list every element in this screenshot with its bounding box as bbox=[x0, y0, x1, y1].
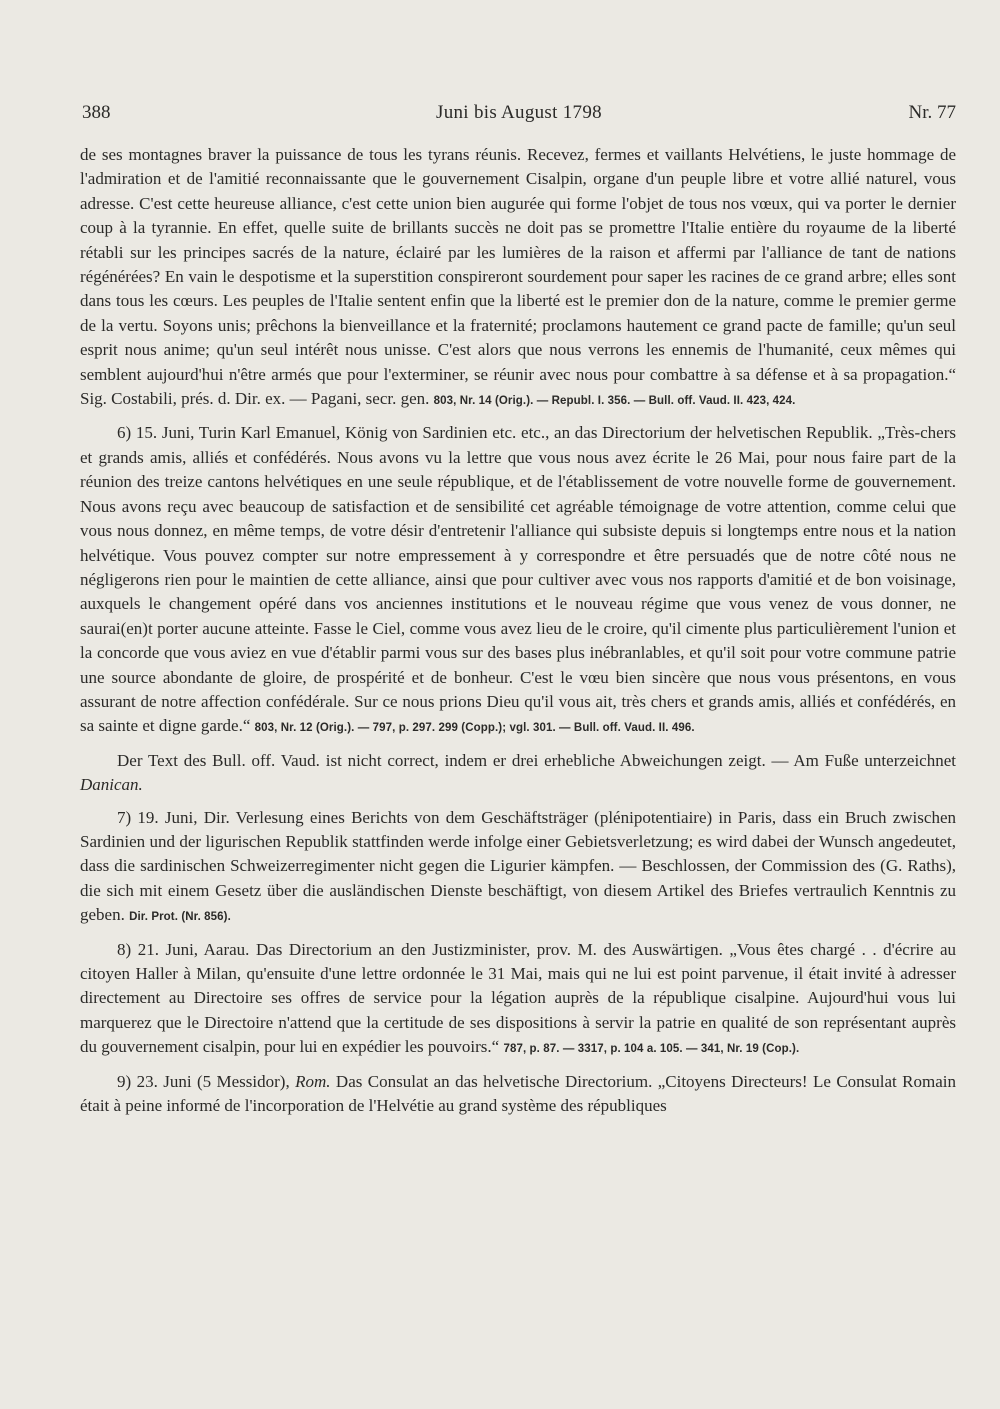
paragraph-4-text: 7) 19. Juni, Dir. Verlesung eines Berichts von dem Geschäftsträger (plénipotentiaire) in Paris, dass ein Bruch zwischen Sardinien und der ligurischen Republik stattfinden werde infolge einer Gebietsverletzung; es wird dabei der Wunsch angedeutet, dass die sardinischen Schweizerregimenter nicht gegen die Ligurier kämpfen. — Beschlossen, der Commission des (G. Raths), die sich mit einem Gesetz über die ausländischen Dienste beschäftigt, von diesem Artikel des Briefes vertraulich Kenntnis zu geben. bbox=[80, 807, 956, 925]
paragraph-6-lead: 9) 23. Juni (5 Messidor), bbox=[117, 1071, 296, 1091]
paragraph-2-reference: 803, Nr. 12 (Orig.). — 797, p. 297. 299 (Copp.); vgl. 301. — Bull. off. Vaud. II. 496. bbox=[254, 722, 695, 735]
entry-number: Nr. 77 bbox=[908, 102, 956, 123]
paragraph-1-text: de ses montagnes braver la puissance de tous les tyrans réunis. Recevez, fermes et vaillants Helvétiens, le juste hommage de l'admiration et de l'amitié reconnaissante que le gouvernement Cisalpin, organe d'un peuple libre et votre allié naturel, vous adresse. C'est cette heureuse alliance, c'est cette union bien augurée qui forme l'objet de tous nos vœux, qui va porter le dernier coup à la tyrannie. En effet, quelle suite de brillants succès ne doit pas se promettre l'Italie entière du royaume de la liberté rétabli sur les principes sacrés de la nature, éclairé par les lumières de la raison et affermi par l'alliance de tant de nations régénérées? En vain le despotisme et la superstition conspireront sourdement pour saper les racines de ce grand arbre; elles sont dans tous les cœurs. Les peuples de l'Italie sentent enfin que la liberté est le premier don de la nature, comme le premier germe de la vertu. Soyons unis; prêchons la bienveillance et la fraternité; proclamons hautement ce grand pacte de famille; qu'un seul esprit nous anime; qu'un seul intérêt nous unisse. C'est alors que nous verrons les ennemis de l'humanité, ceux mêmes qui semblent aujourd'hui n'être armés que pour l'exterminer, se réunir avec nous pour combattre à sa défense et à sa propagation.“ Sig. Costabili, prés. d. Dir. ex. — Pagani, secr. gen. bbox=[80, 145, 956, 409]
paragraph-6 bbox=[80, 1070, 956, 1119]
paragraph-2-text: 6) 15. Juni, Turin Karl Emanuel, König von Sardinien etc. etc., an das Directorium der helvetischen Republik. „Très-chers et grands amis, alliés et confédérés. Nous avons vu la lettre que vous nous avez écrite le 26 Mai, pour nous faire part de la réunion des treize cantons helvétiques en une seule république, et de l'établissement de votre nouvelle forme de gouvernement. Nous avons reçu avec beaucoup de satisfaction et de sensibilité cet agréable témoignage de votre attention, comme celui que vous nous donnez, en même temps, de votre désir d'entretenir l'alliance qui subsiste depuis si longtemps entre nous et la nation helvétique. Vous pouvez compter sur notre empressement à y correspondre et être persuadés que de notre côté nous ne négligerons rien pour le maintien de cette alliance, ainsi que pour cultiver avec vous nos rapports d'amitié et de bon voisinage, auxquels le changement opéré dans vos anciennes institutions et le nouveau régime que vous venez de vous donner, ne saurai(en)t porter aucune atteinte. Fasse le Ciel, comme vous avez lieu de le croire, qu'il cimente plus particulièrement l'union et la concorde que vous aviez en vue d'établir parmi vous sur des bases plus inébranlables, et qu'il soit pour votre commune patrie une source abondante de gloire, de prospérité et de bonheur. C'est le vœu bien sincère que nous vous présentons, en vous assurant de notre affection confédérale. Sur ce nous prions Dieu qu'il vous ait, très chers et grands amis, alliés et confédérés, en sa sainte et digne garde.“ bbox=[80, 423, 956, 736]
paragraph-3-text: Der Text des Bull. off. Vaud. ist nicht correct, indem er drei erhebliche Abweichungen zeigt. — Am Fuße unterzeichnet bbox=[117, 750, 956, 770]
paragraph-4 bbox=[80, 806, 956, 930]
paragraph-5 bbox=[80, 938, 956, 1062]
paragraph-5-text: 8) 21. Juni, Aarau. Das Directorium an den Justizminister, prov. M. des Auswärtigen. „Vous êtes chargé . . d'écrire au citoyen Haller à Milan, qu'ensuite d'une lettre ordonnée le 31 Mai, mais qui ne lui est point parvenue, il était invité à adresser directement au Directoire ses offres de service pour la légation auprès de la république cisalpine. Aujourd'hui vous lui marquerez que le Directoire n'attend que la certitude de ses dispositions à servir la patrie en qualité de son représentant auprès du gouvernement cisalpin, pour lui en expédier les pouvoirs.“ bbox=[80, 939, 956, 1057]
paragraph-6-text: Das Consulat an das helvetische Directorium. „Citoyens Directeurs! Le Consulat Romain était à peine informé de l'incorporation de l'Helvétie au grand système des républiques bbox=[80, 1071, 956, 1116]
paragraph-1-reference: 803, Nr. 14 (Orig.). — Republ. I. 356. — Bull. off. Vaud. II. 423, 424. bbox=[433, 395, 796, 408]
document-body bbox=[80, 143, 956, 1126]
paragraph-6-place: Rom. bbox=[295, 1071, 331, 1091]
paragraph-3 bbox=[80, 749, 956, 798]
paragraph-5-reference: 787, p. 87. — 3317, p. 104 a. 105. — 341, Nr. 19 (Cop.). bbox=[503, 1043, 800, 1056]
running-header bbox=[82, 102, 956, 128]
paragraph-1 bbox=[80, 143, 956, 413]
page-number: 388 bbox=[82, 102, 111, 123]
paragraph-2 bbox=[80, 421, 956, 740]
paragraph-3-signature: Danican. bbox=[80, 775, 143, 795]
running-title: Juni bis August 1798 bbox=[436, 102, 602, 123]
paragraph-4-reference: Dir. Prot. (Nr. 856). bbox=[129, 911, 231, 924]
